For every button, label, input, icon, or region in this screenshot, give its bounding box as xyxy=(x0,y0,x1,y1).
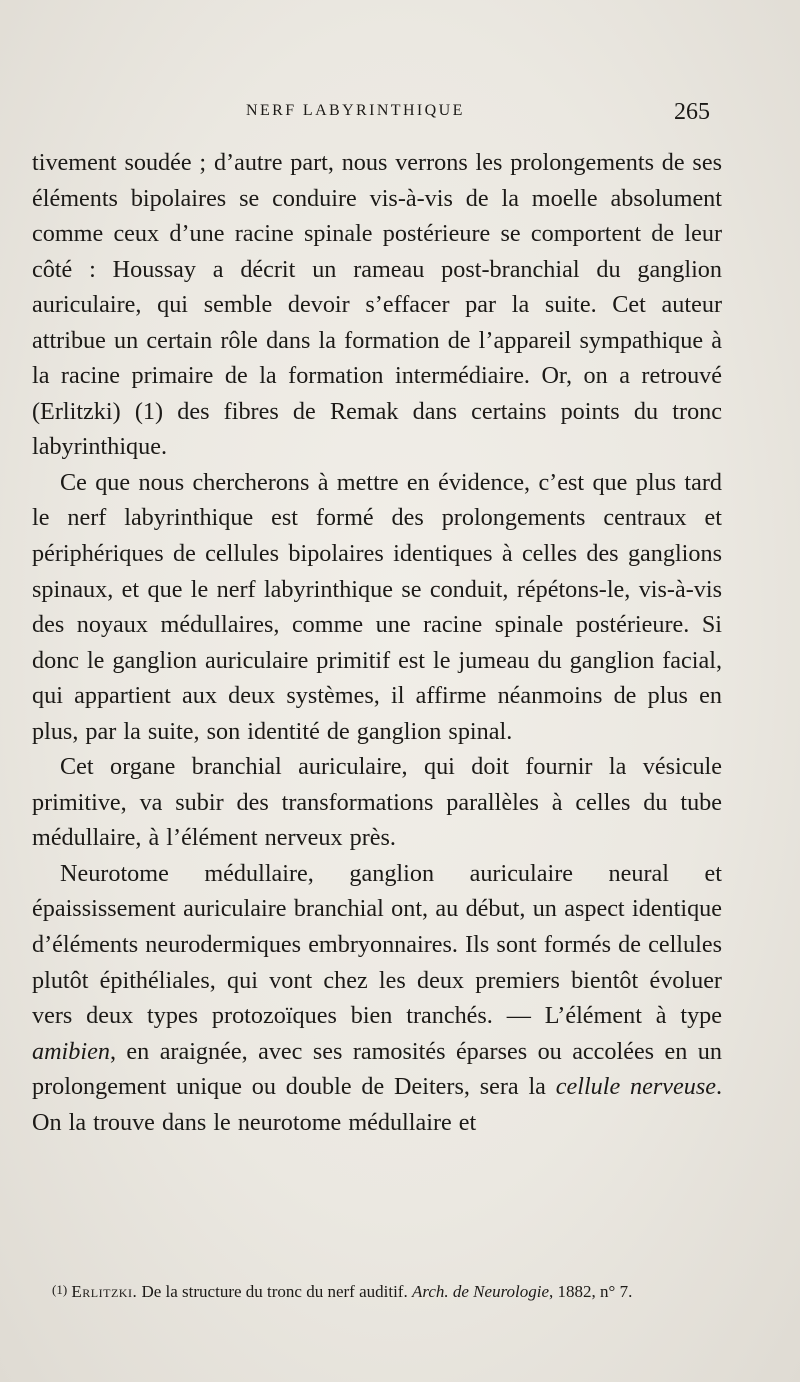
footnote-number: (1) xyxy=(52,1282,68,1297)
body-text xyxy=(32,145,722,1140)
footnote-author: Erlitzki. xyxy=(71,1282,138,1301)
paragraph-4 xyxy=(32,856,722,1140)
paragraph-1: tivement soudée ; d’autre part, nous verrons les prolongements de ses éléments bipolaires se conduire vis-à-vis de la moelle absolument comme ceux d’une racine spinale postérieure se comportent de leur côté : Houssay a décrit un rameau post-branchial du ganglion auriculaire, qui semble devoir s’effacer par la suite. Cet auteur attribue un certain rôle dans la formation de l’appareil sympathique à la racine primaire de la formation intermédiaire. Or, on a retrouvé (Erlitzki) (1) des fibres de Remak dans certains points du tronc labyrinthique. xyxy=(32,149,722,461)
page-header xyxy=(0,100,800,130)
footnote-journal: Arch. de Neurologie xyxy=(411,1282,550,1301)
footnote xyxy=(32,1278,722,1303)
italic-term-amibien: amibien xyxy=(32,1037,110,1065)
paragraph-4-text-middle: , en araignée, avec ses ramosités éparses ou accolées en un prolongement unique ou double de Deiters, sera la xyxy=(32,1037,722,1101)
paragraph-4-text-before: Neurotome médullaire, ganglion auriculaire neural et épaississement auriculaire branchial ont, au début, un aspect identique d’éléments neurodermiques embryonnaires. Ils sont formés de cellules plutôt épithéliales, qui vont chez les deux premiers bientôt évoluer vers deux types protozoïques bien tranchés. — L’élément à type xyxy=(32,859,722,1030)
footnote-title: De la structure du tronc du nerf auditif. xyxy=(141,1282,408,1301)
paragraph-3: Cet organe branchial auriculaire, qui doit fournir la vésicule primitive, va subir des transformations parallèles à celles du tube médullaire, à l’élément nerveux près. xyxy=(32,753,722,852)
paragraph-4-text-after: . On la trouve dans le neurotome médullaire et xyxy=(32,1073,723,1136)
italic-term-cellule-nerveuse: cellule nerveuse xyxy=(555,1073,716,1101)
running-head: NERF LABYRINTHIQUE xyxy=(246,102,465,119)
page-number: 265 xyxy=(674,99,710,125)
footnote-details: , 1882, n° 7. xyxy=(549,1282,633,1301)
paragraph-2: Ce que nous chercherons à mettre en évidence, c’est que plus tard le nerf labyrinthique est formé des prolongements centraux et périphériques de cellules bipolaires identiques à celles des ganglions spinaux, et que le nerf labyrinthique se conduit, répétons-le, vis-à-vis des noyaux médullaires, comme une racine spinale postérieure. Si donc le ganglion auriculaire primitif est le jumeau du ganglion facial, qui appartient aux deux systèmes, il affirme néanmoins de plus en plus, par la suite, son identité de ganglion spinal. xyxy=(32,468,722,745)
